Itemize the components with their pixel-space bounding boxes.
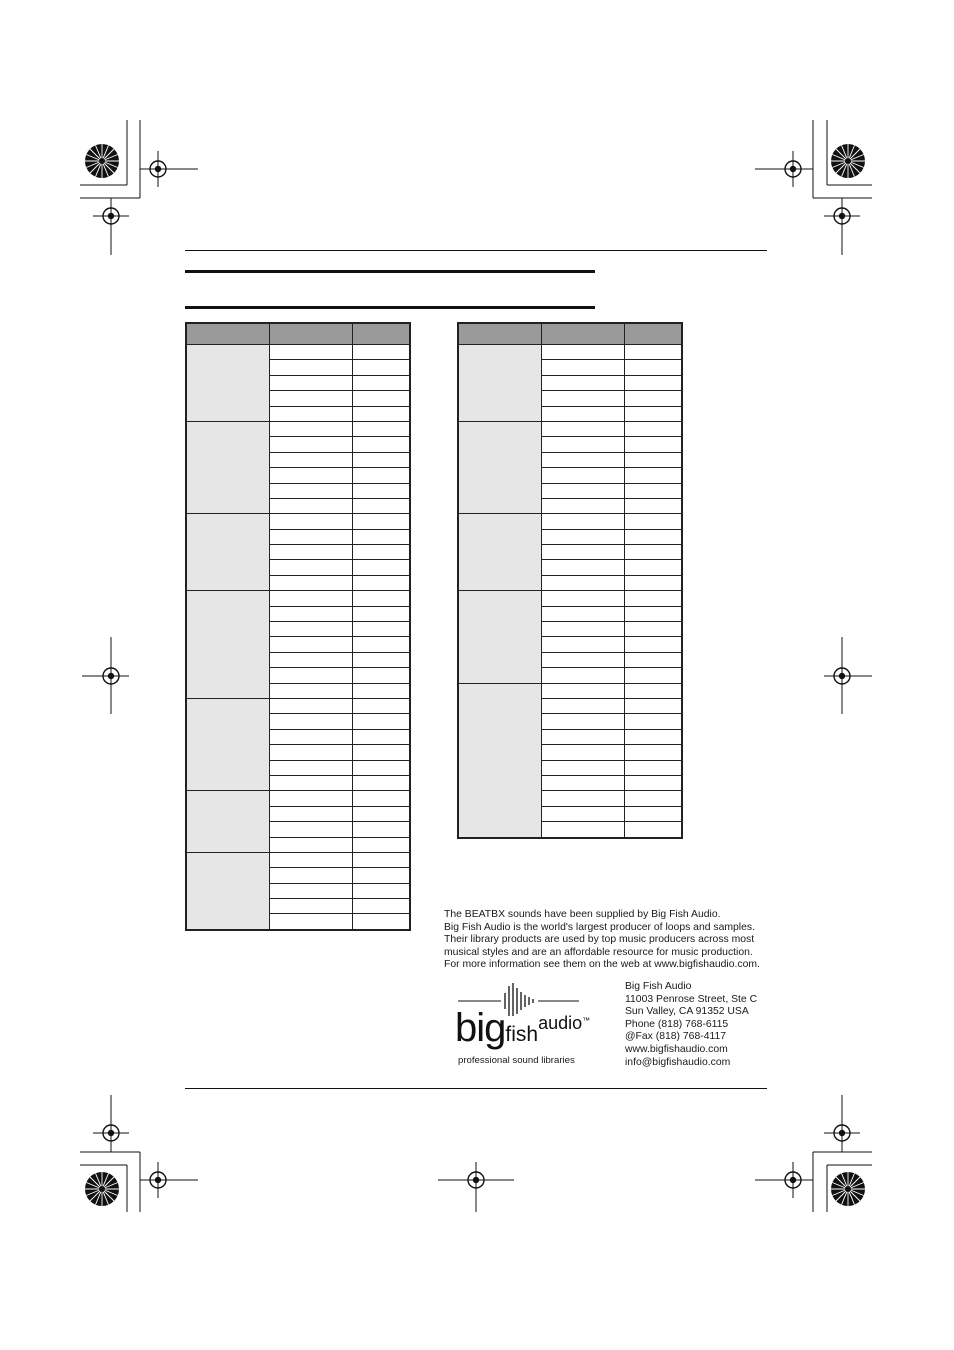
table-cell — [269, 360, 352, 375]
street-address: 11003 Penrose Street, Ste C — [625, 993, 758, 1005]
table-cell — [624, 529, 682, 544]
table-cell — [352, 729, 410, 744]
table-cell — [269, 791, 352, 806]
table-cell — [541, 791, 624, 806]
table-cell — [269, 421, 352, 436]
table-cell — [541, 806, 624, 821]
table-cell — [541, 822, 624, 838]
table-cell — [541, 652, 624, 667]
group-cell — [458, 514, 541, 591]
table-cell — [269, 883, 352, 898]
table-header-row — [458, 323, 682, 345]
table-cell — [541, 698, 624, 713]
group-cell — [186, 591, 269, 699]
table-cell — [541, 360, 624, 375]
table-row — [186, 698, 410, 713]
description-line: For more information see them on the web at www.bigfishaudio.com. — [444, 959, 760, 971]
table-cell — [352, 637, 410, 652]
table-row — [458, 514, 682, 529]
table-cell — [269, 729, 352, 744]
logo-fish: fish — [505, 1023, 539, 1046]
table-cell — [541, 668, 624, 683]
table-cell — [541, 775, 624, 790]
sound-table-left — [185, 322, 411, 931]
city-address: Sun Valley, CA 91352 USA — [625, 1006, 749, 1018]
email-link[interactable]: info@bigfishaudio.com — [625, 1056, 731, 1068]
table-cell — [269, 652, 352, 667]
table-cell — [269, 683, 352, 698]
table-cell — [269, 468, 352, 483]
table-cell — [624, 775, 682, 790]
table-cell — [541, 468, 624, 483]
table-cell — [541, 560, 624, 575]
table-cell — [352, 914, 410, 930]
table-cell — [624, 483, 682, 498]
table-cell — [352, 683, 410, 698]
table-cell — [541, 545, 624, 560]
table-cell — [269, 375, 352, 390]
table-header-cell — [458, 323, 541, 345]
sound-table-right — [457, 322, 683, 839]
group-cell — [458, 345, 541, 422]
table-cell — [541, 745, 624, 760]
big-fish-description — [444, 909, 774, 972]
table-cell — [352, 421, 410, 436]
table-cell — [352, 483, 410, 498]
table-cell — [352, 375, 410, 390]
crop-mark-bottom-left — [80, 1095, 198, 1212]
table-cell — [624, 729, 682, 744]
table-cell — [624, 806, 682, 821]
table-cell — [352, 745, 410, 760]
table-cell — [269, 852, 352, 867]
table-cell — [541, 606, 624, 621]
table-cell — [352, 822, 410, 837]
title-rule-bottom — [185, 306, 595, 309]
table-cell — [541, 483, 624, 498]
table-cell — [269, 760, 352, 775]
table-cell — [541, 529, 624, 544]
table-cell — [352, 529, 410, 544]
table-cell — [352, 698, 410, 713]
logo-tagline: professional sound libraries — [458, 1055, 575, 1066]
table-cell — [541, 437, 624, 452]
table-cell — [269, 406, 352, 421]
table-cell — [624, 375, 682, 390]
table-cell — [269, 806, 352, 821]
table-cell — [624, 514, 682, 529]
table-cell — [624, 452, 682, 467]
table-cell — [541, 391, 624, 406]
table-cell — [541, 714, 624, 729]
table-cell — [352, 468, 410, 483]
table-cell — [352, 345, 410, 360]
table-cell — [541, 498, 624, 513]
logo-big: big — [455, 1006, 506, 1050]
group-cell — [186, 852, 269, 929]
table-cell — [352, 652, 410, 667]
table-cell — [541, 622, 624, 637]
table-cell — [541, 575, 624, 590]
table-row — [458, 683, 682, 698]
company-name: Big Fish Audio — [625, 981, 692, 992]
description-line: Big Fish Audio is the world's largest producer of loops and samples. — [444, 921, 755, 933]
table-cell — [624, 591, 682, 606]
table-cell — [352, 437, 410, 452]
table-header-cell — [186, 323, 269, 345]
table-cell — [269, 391, 352, 406]
table-cell — [624, 652, 682, 667]
header-rule — [185, 250, 767, 251]
table-row — [458, 345, 682, 360]
logo-audio: audio — [538, 1013, 583, 1033]
table-cell — [269, 545, 352, 560]
table-cell — [352, 775, 410, 790]
table-cell — [541, 729, 624, 744]
table-cell — [269, 622, 352, 637]
table-cell — [269, 837, 352, 852]
phone-number: Phone (818) 768-6115 — [625, 1018, 729, 1030]
table-cell — [269, 498, 352, 513]
table-cell — [624, 791, 682, 806]
table-cell — [352, 391, 410, 406]
description-line: The BEATBX sounds have been supplied by Big Fish Audio. — [444, 909, 721, 920]
table-row — [186, 421, 410, 436]
table-cell — [352, 883, 410, 898]
table-cell — [269, 822, 352, 837]
table-cell — [624, 406, 682, 421]
table-cell — [269, 668, 352, 683]
table-cell — [269, 452, 352, 467]
description-line: musical styles and are an affordable resource for music production. — [444, 946, 753, 958]
table-cell — [541, 452, 624, 467]
table-header-cell — [352, 323, 410, 345]
table-cell — [624, 421, 682, 436]
table-cell — [352, 852, 410, 867]
table-row — [186, 591, 410, 606]
table-cell — [624, 822, 682, 838]
table-cell — [269, 514, 352, 529]
table-cell — [541, 345, 624, 360]
table-cell — [352, 791, 410, 806]
table-cell — [541, 421, 624, 436]
table-cell — [269, 914, 352, 930]
table-cell — [352, 545, 410, 560]
table-cell — [541, 591, 624, 606]
table-cell — [624, 760, 682, 775]
table-cell — [352, 360, 410, 375]
table-cell — [624, 714, 682, 729]
table-cell — [352, 452, 410, 467]
table-cell — [624, 606, 682, 621]
table-cell — [541, 760, 624, 775]
contact-block — [625, 981, 757, 1069]
table-cell — [269, 698, 352, 713]
footer-rule — [185, 1088, 767, 1089]
logo-tm: ™ — [582, 1016, 591, 1025]
table-cell — [624, 360, 682, 375]
table-header-row — [186, 323, 410, 345]
table-cell — [624, 745, 682, 760]
crop-mark-top-left — [80, 120, 198, 255]
table-cell — [624, 437, 682, 452]
table-cell — [624, 683, 682, 698]
description-line: Their library products are used by top music producers across most — [444, 934, 755, 946]
table-cell — [352, 406, 410, 421]
table-cell — [269, 560, 352, 575]
crop-mark-bottom-right — [755, 1095, 872, 1212]
table-cell — [352, 760, 410, 775]
group-cell — [186, 514, 269, 591]
table-row — [186, 345, 410, 360]
table-cell — [269, 437, 352, 452]
group-cell — [458, 591, 541, 683]
group-cell — [186, 791, 269, 853]
big-fish-audio-logo — [455, 980, 595, 1070]
table-cell — [624, 468, 682, 483]
table-cell — [541, 514, 624, 529]
website-link[interactable]: www.bigfishaudio.com — [625, 1043, 728, 1055]
table-cell — [269, 575, 352, 590]
table-header-cell — [624, 323, 682, 345]
table-cell — [352, 606, 410, 621]
crop-mark-top-right — [755, 120, 872, 255]
group-cell — [186, 698, 269, 790]
table-cell — [269, 483, 352, 498]
group-cell — [186, 345, 269, 422]
fax-number: @Fax (818) 768-4117 — [625, 1031, 727, 1043]
table-cell — [541, 637, 624, 652]
table-row — [458, 591, 682, 606]
table-cell — [269, 345, 352, 360]
table-cell — [352, 899, 410, 914]
table-cell — [269, 775, 352, 790]
group-cell — [458, 421, 541, 513]
table-header-cell — [269, 323, 352, 345]
table-cell — [541, 683, 624, 698]
table-cell — [624, 698, 682, 713]
table-cell — [624, 668, 682, 683]
table-cell — [269, 714, 352, 729]
table-cell — [269, 529, 352, 544]
table-cell — [352, 868, 410, 883]
table-row — [186, 514, 410, 529]
group-cell — [458, 683, 541, 837]
table-cell — [624, 345, 682, 360]
logo-wordmark — [455, 1006, 590, 1051]
table-cell — [352, 668, 410, 683]
table-cell — [624, 622, 682, 637]
table-cell — [624, 575, 682, 590]
table-cell — [352, 837, 410, 852]
table-cell — [269, 745, 352, 760]
table-cell — [352, 560, 410, 575]
table-cell — [352, 622, 410, 637]
table-cell — [541, 406, 624, 421]
group-cell — [186, 421, 269, 513]
table-cell — [269, 899, 352, 914]
table-cell — [269, 591, 352, 606]
table-row — [186, 791, 410, 806]
table-cell — [352, 714, 410, 729]
table-row — [458, 421, 682, 436]
table-cell — [624, 391, 682, 406]
table-cell — [352, 806, 410, 821]
table-cell — [352, 498, 410, 513]
table-cell — [541, 375, 624, 390]
table-cell — [269, 637, 352, 652]
table-cell — [352, 514, 410, 529]
table-header-cell — [541, 323, 624, 345]
table-cell — [624, 545, 682, 560]
table-cell — [624, 637, 682, 652]
title-rule-top — [185, 270, 595, 273]
table-cell — [352, 591, 410, 606]
table-cell — [624, 560, 682, 575]
table-cell — [269, 868, 352, 883]
table-row — [186, 852, 410, 867]
table-cell — [624, 498, 682, 513]
table-cell — [269, 606, 352, 621]
table-cell — [352, 575, 410, 590]
